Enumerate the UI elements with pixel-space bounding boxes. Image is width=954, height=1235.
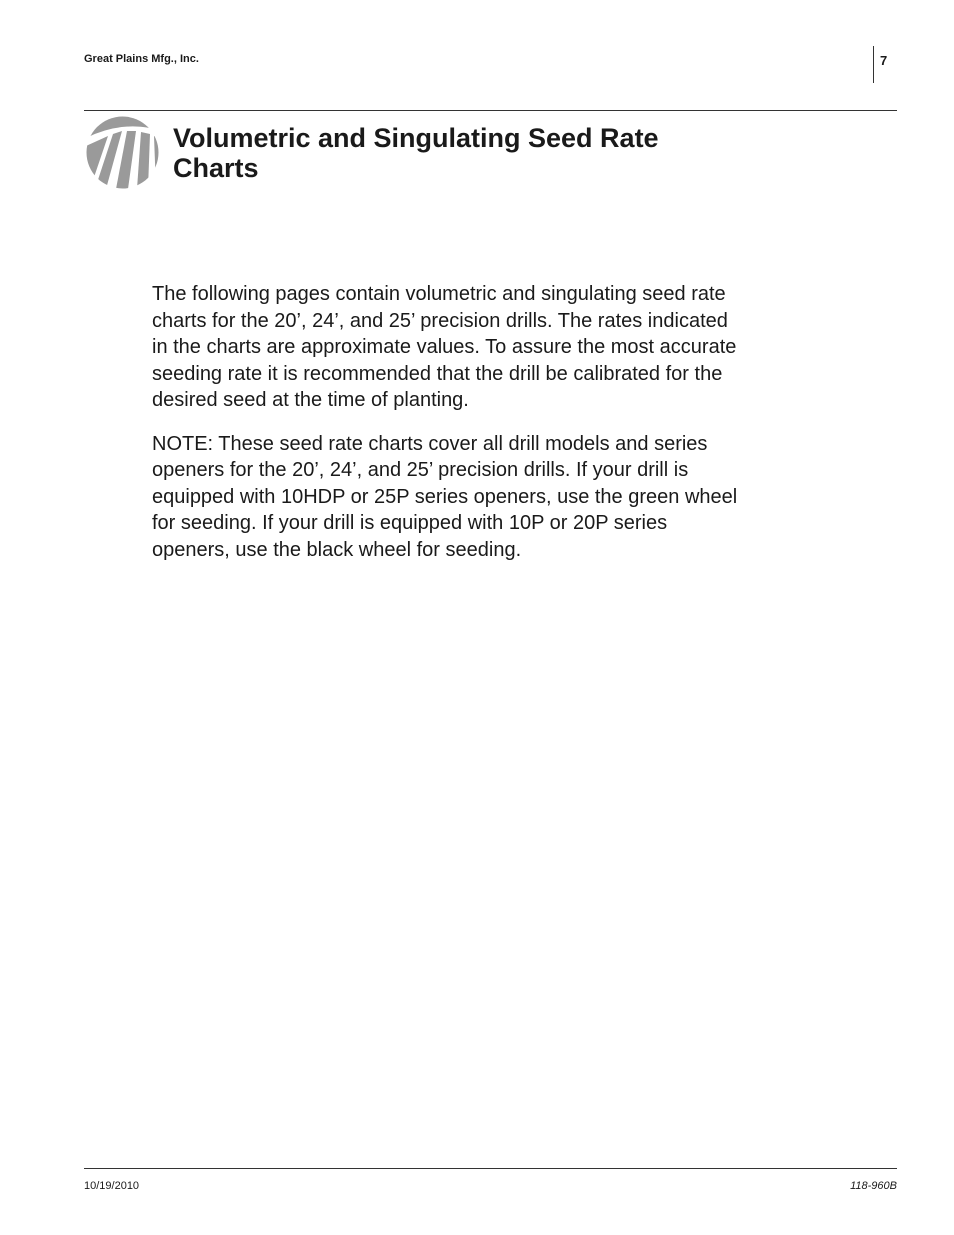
section-title: Volumetric and Singulating Seed Rate Charts xyxy=(173,123,659,183)
footer-rule xyxy=(84,1168,897,1169)
page-number: 7 xyxy=(880,53,888,68)
footer-date: 10/19/2010 xyxy=(84,1180,140,1192)
intro-paragraph: The following pages contain volumetric and singulating seed rate charts for the 20’, 24’, and 25’ precision drills. The rates indicated in the charts are approximate values. To assure the most accurate seeding rate it is recommended that the drill be calibrated for the desired seed at the time of planting. xyxy=(152,283,737,411)
header-company-name: Great Plains Mfg., Inc. xyxy=(84,53,199,65)
great-plains-field-rows-logo-icon xyxy=(86,116,159,189)
header-rule xyxy=(84,110,897,111)
page-number-divider xyxy=(873,46,874,83)
note-paragraph: NOTE: These seed rate charts cover all drill models and series openers for the 20’, 24’, and 25’ precision drills. If your drill is equipped with 10HDP or 25P series openers, use the green wheel for seeding. If your drill is equipped with 10P or 20P series openers, use the black wheel for seeding. xyxy=(152,432,738,561)
body-text xyxy=(152,281,744,580)
footer-document-number: 118-960B xyxy=(850,1180,897,1192)
